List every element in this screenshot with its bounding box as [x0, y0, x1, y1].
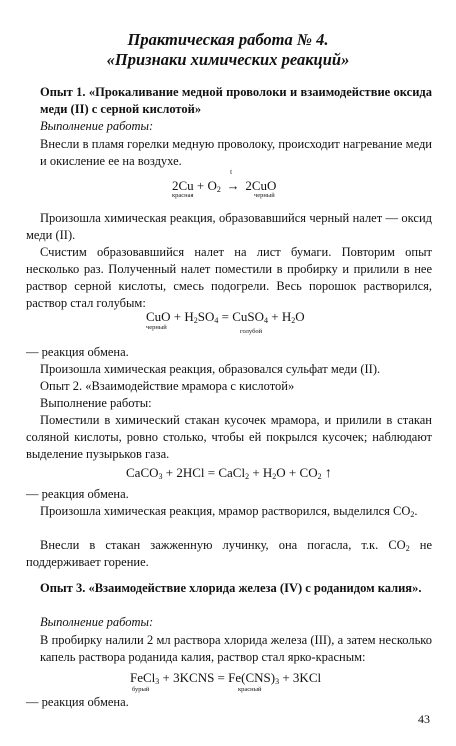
exp1-paragraph-2: Произошла химическая реакция, образовавшийся черный налет — оксид меди (II). [26, 211, 432, 242]
exp3-paragraph-2: — реакция обмена. [26, 695, 129, 709]
exp2-paragraph-2: — реакция обмена. [26, 487, 129, 501]
exp1-eq1-label-left: красная [172, 192, 194, 199]
exp1-eq2-label-left: черный [146, 324, 167, 331]
page-number: 43 [418, 712, 430, 726]
exp1-eq1-label-right: черный [254, 192, 275, 199]
gas-up-arrow-icon: ↑ [324, 466, 332, 481]
exp3-procedure-label: Выполнение работы: [40, 615, 154, 629]
heat-arrow-icon: t → [226, 168, 240, 193]
exp2-equation: CaCO$_3$ + 2HCl = CaCl$_2$ + $H_2O + CO_2$ ↑ [126, 465, 332, 481]
exp1-paragraph-5: Произошла химическая реакция, образовался сульфат меди (II). [40, 362, 381, 376]
exp2-paragraph-4: Внесли в стакан зажженную лучинку, она погасла, т.к. $CO_2$ не поддерживает горение. [26, 538, 432, 569]
exp3-paragraph-1: В пробирку налили 2 мл раствора хлорида железа (III), а затем несколько капель раствора роданида калия, раствор стал ярко-красным: [40, 633, 432, 664]
page-title-line2: «Признаки химических реакций» [106, 50, 350, 69]
exp1-paragraph-4: — реакция обмена. [26, 345, 129, 359]
exp3-heading: Опыт 3. «Взаимодействие хлорида железа (IV) с роданидом калия». [40, 581, 422, 595]
page-title-line1: Практическая работа № 4. [127, 30, 329, 49]
exp1-heading: Опыт 1. «Прокаливание медной проволоки и взаимодействие оксида меди (II) с серной кислотой» [40, 85, 432, 116]
exp1-paragraph-1: Внесли в пламя горелки медную проволоку, происходит нагревание меди и окисление ее на воздухе. [40, 137, 432, 168]
exp1-equation-2: CuO + $H_2SO_4$ = CuSO$_4$ + $H_2O$ [146, 309, 305, 325]
exp1-eq2-label-right: голубой [240, 328, 263, 335]
exp3-eq-label-right: красный [238, 686, 262, 693]
exp2-procedure-label: Выполнение работы: [40, 396, 152, 410]
exp2-title: Опыт 2. «Взаимодействие мрамора с кислотой» [40, 379, 295, 393]
exp1-procedure-label: Выполнение работы: [40, 119, 154, 133]
exp1-paragraph-3: Счистим образовавшийся налет на лист бумаги. Повторим опыт несколько раз. Полученный налет поместили в пробирку и прилили в нее раствор серной кислоты, смесь подогрели. Весь порошок растворился, раствор стал голубым: [26, 245, 432, 310]
exp3-equation: FeCl$_3$ + 3KCNS = $Fe(CNS)_3 + 3KCl$ [130, 670, 322, 686]
exp3-eq-label-left: бурый [132, 686, 150, 693]
exp2-paragraph-3: Произошла химическая реакция, мрамор растворился, выделился $CO_2$. [40, 504, 418, 519]
exp2-paragraph-1: Поместили в химический стакан кусочек мрамора, и прилили в стакан соляной кислоты, ровно столько, чтобы ей покрылся кусочек; наблюдают выделение пузырьков газа. [26, 413, 432, 461]
exp1-equation-1: $2Cu + O_2$ t → 2CuO [172, 168, 277, 194]
